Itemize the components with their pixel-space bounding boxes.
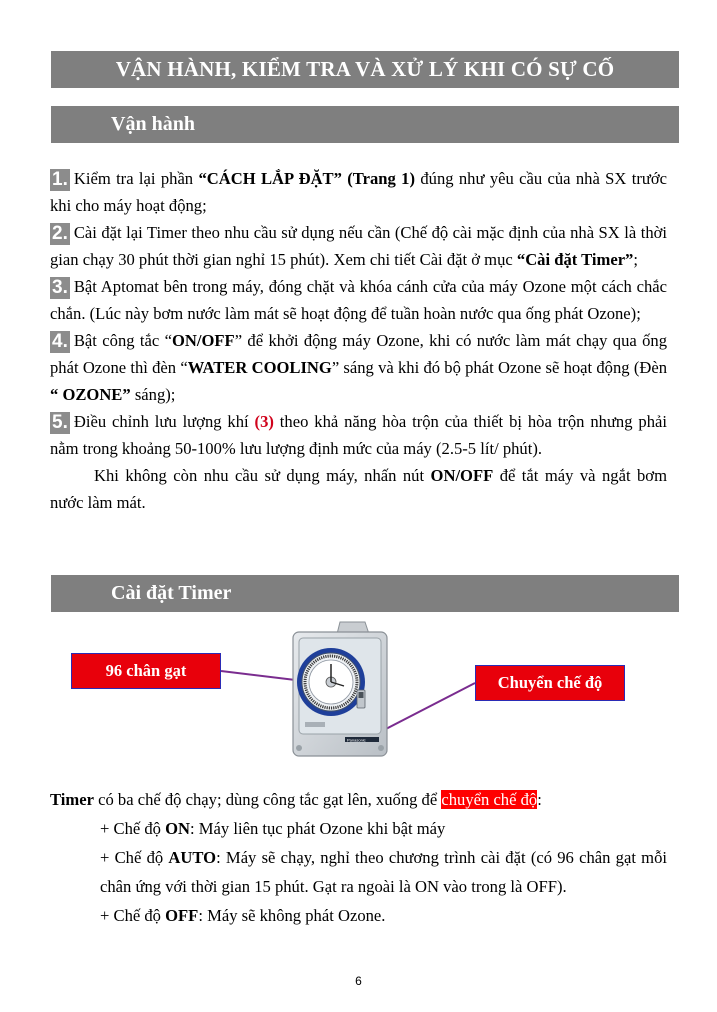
step-bold-text: “Cài đặt Timer” [516, 250, 634, 269]
step-text: đúng như yêu cầu của nhà SX trước khi cho máy hoạt động; [50, 169, 668, 215]
mode-text: : Máy sẽ không phát Ozone. [198, 906, 386, 925]
timer-modes [50, 785, 667, 930]
step-bold-text: “CÁCH LẮP ĐẶT” (Trang 1) [198, 169, 415, 188]
page-number: 6 [355, 974, 362, 988]
step-number: 5. [52, 412, 68, 433]
step-2 [50, 219, 667, 273]
callout-96-levers [71, 653, 221, 689]
step-text: sáng); [130, 385, 176, 404]
section-heading-operation [51, 106, 679, 143]
step-text: ” sáng và khi đó bộ phát Ozone sẽ hoạt động (Đèn [331, 358, 667, 377]
step-text: theo khả năng hòa trộn của thiết bị hòa trộn nhưng phải nằm trong khoảng 50-100% lưu lượng định mức của máy (2.5-5 lít/ phút). [50, 412, 667, 458]
closing-text: để tắt máy và ngắt bơm nước làm mát. [50, 466, 667, 512]
callout-left-text: 96 chân gạt [105, 661, 187, 680]
timer-intro [50, 785, 667, 814]
operation-steps [50, 165, 667, 516]
mode-text: + Chế độ [100, 819, 166, 838]
mode-text: : Máy sẽ chạy, nghỉ theo chương trình cài đặt (có 96 chân gạt mỗi chân ứng với thời gian 15 phút. Gạt ra ngoài là ON vào trong là OFF). [100, 848, 667, 896]
step-bold-text: “ OZONE” [50, 385, 131, 404]
timer-intro-bold: Timer [50, 790, 94, 809]
section-heading-operation-text: Vận hành [111, 113, 195, 135]
step-text: ” để khởi động máy Ozone, khi có nước làm mát chạy qua ống phát Ozone thì đèn “ [50, 331, 668, 377]
step-bold-text: ON/OFF [172, 331, 235, 350]
highlighted-text: chuyển chế độ [441, 790, 538, 809]
mode-text: + Chế độ [100, 906, 166, 925]
section-heading-timer [51, 575, 679, 612]
timer-intro-text: : [537, 790, 542, 809]
page-title-text: VẬN HÀNH, KIỂM TRA VÀ XỬ LÝ KHI CÓ SỰ CỐ [115, 57, 615, 81]
step-1 [50, 165, 667, 219]
step-text: ; [633, 250, 638, 269]
section-heading-timer-text: Cài đặt Timer [111, 582, 232, 604]
mode-off [50, 901, 667, 930]
brand-logo: Panasonic [347, 737, 366, 743]
closing-paragraph [50, 462, 667, 516]
mode-text: + Chế độ [100, 848, 169, 867]
step-text: Kiểm tra lại phần [73, 169, 199, 188]
mode-name: ON [165, 819, 191, 838]
timer-intro-text: có ba chế độ chạy; dùng công tắc gạt lên, xuống để [93, 790, 442, 809]
step-number: 2. [52, 223, 68, 244]
callout-right-text: Chuyển chế độ [497, 673, 603, 692]
page-title [51, 51, 679, 88]
closing-bold-text: ON/OFF [430, 466, 494, 485]
step-red-ref: (3) [254, 412, 274, 431]
step-number: 3. [52, 277, 68, 298]
step-bold-text: WATER COOLING [187, 358, 332, 377]
step-text: Bật công tắc “ [73, 331, 172, 350]
mode-auto [50, 843, 667, 901]
step-text: Cài đặt lại Timer theo nhu cầu sử dụng nếu cần (Chế độ cài mặc định của nhà SX là thời gian chạy 30 phút thời gian nghỉ 15 phút). Xem chi tiết Cài đặt ở mục [50, 223, 667, 269]
callout-mode-switch [475, 665, 625, 701]
step-number: 1. [52, 169, 68, 190]
mode-name: AUTO [168, 848, 217, 867]
step-text: Điều chỉnh lưu lượng khí [73, 412, 255, 431]
step-number: 4. [52, 331, 68, 352]
step-4 [50, 327, 667, 408]
step-3 [50, 273, 667, 327]
step-5 [50, 408, 667, 462]
mode-text: : Máy liên tục phát Ozone khi bật máy [190, 819, 446, 838]
mode-on [50, 814, 667, 843]
mode-name: OFF [165, 906, 199, 925]
timer-device-image [285, 620, 395, 760]
step-text: Bật Aptomat bên trong máy, đóng chặt và khóa cánh cửa của máy Ozone một cách chắc chắn. (Lúc này bơm nước làm mát sẽ hoạt động để tuần hoàn nước qua ống phát Ozone); [50, 277, 667, 323]
closing-text: Khi không còn nhu cầu sử dụng máy, nhấn nút [94, 466, 431, 485]
